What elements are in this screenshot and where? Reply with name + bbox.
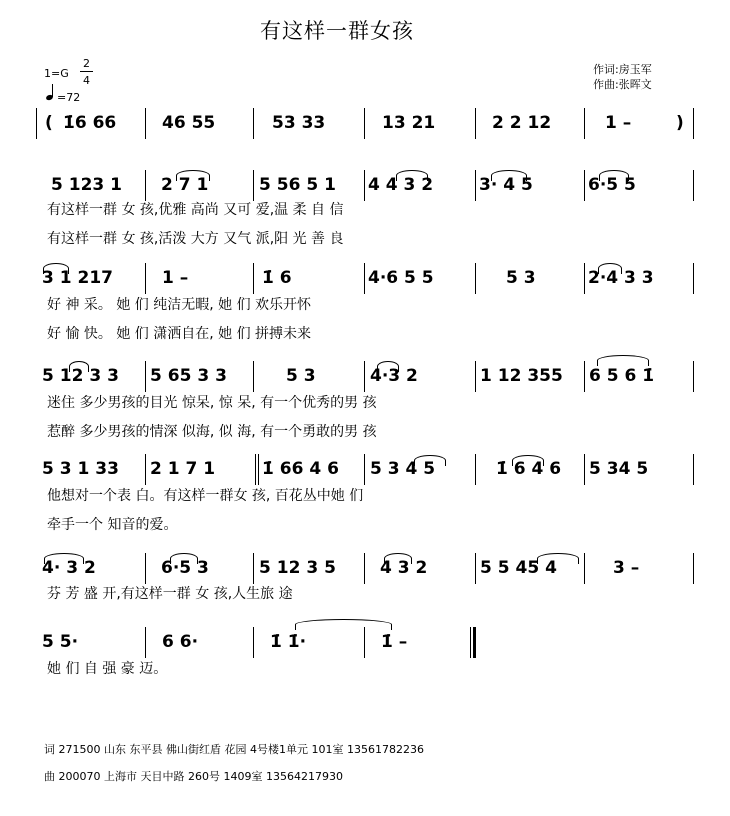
note-group: 1̇ 6 [262, 268, 292, 288]
note-group: ) [676, 113, 684, 133]
note-group: 4· 3 2 [42, 558, 96, 578]
note-group: 4 3 2 [380, 558, 428, 578]
barline [258, 454, 259, 485]
slur-arc [69, 361, 89, 372]
barline [584, 170, 585, 201]
time-signature-line [80, 71, 93, 72]
barline [145, 361, 146, 392]
barline [364, 108, 365, 139]
barline [364, 361, 365, 392]
note-group: 3 – [613, 558, 640, 578]
slur-arc [537, 553, 579, 564]
note-group: 2 2 12 [492, 113, 552, 133]
quarter-note-stem-icon [52, 84, 53, 97]
final-barline-thick [473, 627, 476, 658]
note-group: 13 21 [382, 113, 436, 133]
final-barline [470, 627, 471, 658]
note-group: 2 7 1 [161, 175, 209, 195]
lyric-line: 有这样一群 女 孩,活泼 大方 又气 派,阳 光 善 良 [47, 231, 344, 247]
lyricist-address: 词 271500 山东 东平县 佛山街红盾 花园 4号楼1单元 101室 13561782236 [44, 743, 424, 756]
lyric-line: 芬 芳 盛 开,有这样一群 女 孩,人生旅 途 [47, 586, 293, 602]
note-group: 5 34 5 [589, 459, 649, 479]
slur-arc [176, 170, 210, 181]
note-group: 5 3 4 5 [370, 459, 436, 479]
barline [145, 553, 146, 584]
barline [253, 170, 254, 201]
note-group: ( [45, 113, 53, 133]
note-group: 5 56 5 1 [259, 175, 336, 195]
note-group: 5 3 [286, 366, 316, 386]
barline [475, 108, 476, 139]
lyric-line: 有这样一群 女 孩,优雅 高尚 又可 爱,温 柔 自 信 [47, 202, 344, 218]
composer-credit: 作曲:张晖文 [593, 78, 652, 91]
lyric-line: 迷住 多少男孩的目光 惊呆, 惊 呆, 有一个优秀的男 孩 [47, 395, 377, 411]
song-title: 有这样一群女孩 [260, 19, 414, 43]
barline [693, 170, 694, 201]
lyricist-credit: 作词:房玉军 [593, 63, 652, 76]
note-group: 5 5· [42, 632, 79, 652]
barline [584, 553, 585, 584]
lyric-line: 她 们 自 强 豪 迈。 [47, 661, 168, 677]
barline [364, 170, 365, 201]
barline [36, 108, 37, 139]
slur-arc [599, 170, 629, 181]
note-group: 6·5 3 [161, 558, 209, 578]
note-group: 1̇ 66 4 6 [262, 459, 339, 479]
lyric-line: 牵手一个 知音的爱。 [47, 517, 178, 533]
note-group: 1 – [162, 268, 189, 288]
barline [253, 553, 254, 584]
barline [693, 454, 694, 485]
note-group: 5 3 1 33 [42, 459, 119, 479]
lyric-line: 他想对一个表 白。有这样一群女 孩, 百花丛中她 们 [47, 488, 364, 504]
barline [145, 108, 146, 139]
note-group: 6 5 6 1̇ [589, 366, 655, 386]
barline [364, 553, 365, 584]
slur-arc [512, 455, 544, 466]
slur-arc [491, 170, 527, 181]
tempo-marking: =72 [57, 91, 81, 104]
composer-address: 曲 200070 上海市 天目中路 260号 1409室 13564217930 [44, 770, 343, 783]
barline [693, 361, 694, 392]
barline [693, 553, 694, 584]
note-group: 1̇ – [381, 632, 408, 652]
barline [693, 108, 694, 139]
lyric-line: 好 神 采。 她 们 纯洁无暇, 她 们 欢乐开怀 [47, 297, 312, 313]
barline [475, 263, 476, 294]
barline [253, 627, 254, 658]
barline [475, 170, 476, 201]
barline [584, 454, 585, 485]
barline [255, 454, 256, 485]
time-signature-bottom: 4 [83, 74, 90, 87]
note-group: 5 3 [506, 268, 536, 288]
note-group: 5 65 3 3 [150, 366, 227, 386]
barline [253, 263, 254, 294]
note-group: 5 5 45 4 [480, 558, 557, 578]
note-group: 1̇6 66 [63, 113, 117, 133]
barline [253, 108, 254, 139]
barline [145, 263, 146, 294]
barline [145, 454, 146, 485]
slur-arc [396, 170, 428, 181]
lyric-line: 惹醉 多少男孩的情深 似海, 似 海, 有一个勇敢的男 孩 [47, 424, 377, 440]
barline [693, 263, 694, 294]
barline [364, 454, 365, 485]
note-group: 46 55 [162, 113, 216, 133]
note-group: 1 – [605, 113, 632, 133]
time-signature-top: 2 [83, 57, 90, 70]
note-group: 2 1 7 1 [150, 459, 216, 479]
barline [364, 627, 365, 658]
key-signature: 1=G [44, 67, 69, 80]
slur-arc [377, 361, 399, 372]
note-group: 4 4 3 2 [368, 175, 434, 195]
barline [475, 553, 476, 584]
slur-arc [43, 263, 69, 274]
note-group: 1̇ 6 4 6 [496, 459, 562, 479]
slur-arc [295, 619, 392, 630]
barline [253, 361, 254, 392]
note-group: 4·6 5 5 [368, 268, 434, 288]
barline [584, 361, 585, 392]
note-group: 6·5 5 [588, 175, 636, 195]
slur-arc [597, 355, 649, 366]
barline [584, 263, 585, 294]
barline [584, 108, 585, 139]
slur-arc [384, 553, 412, 564]
note-group: 5 123 1 [51, 175, 122, 195]
barline [145, 627, 146, 658]
note-group: 5 12 3 5 [259, 558, 336, 578]
note-group: 4·3 2 [370, 366, 418, 386]
note-group: 3· 4 5 [479, 175, 533, 195]
note-group: 5 12 3 3 [42, 366, 119, 386]
note-group: 2·4 3 3 [588, 268, 654, 288]
note-group: 53 33 [272, 113, 326, 133]
slur-arc [414, 455, 446, 466]
barline [475, 361, 476, 392]
lyric-line: 好 愉 快。 她 们 潇洒自在, 她 们 拼搏未来 [47, 326, 312, 342]
barline [475, 454, 476, 485]
slur-arc [598, 263, 622, 274]
note-group: 1̇ 1̇· [270, 632, 307, 652]
note-group: 3 1 217 [42, 268, 113, 288]
note-group: 6 6· [162, 632, 199, 652]
barline [145, 170, 146, 201]
slur-arc [170, 553, 198, 564]
slur-arc [44, 553, 84, 564]
note-group: 1 12 355 [480, 366, 563, 386]
barline [364, 263, 365, 294]
